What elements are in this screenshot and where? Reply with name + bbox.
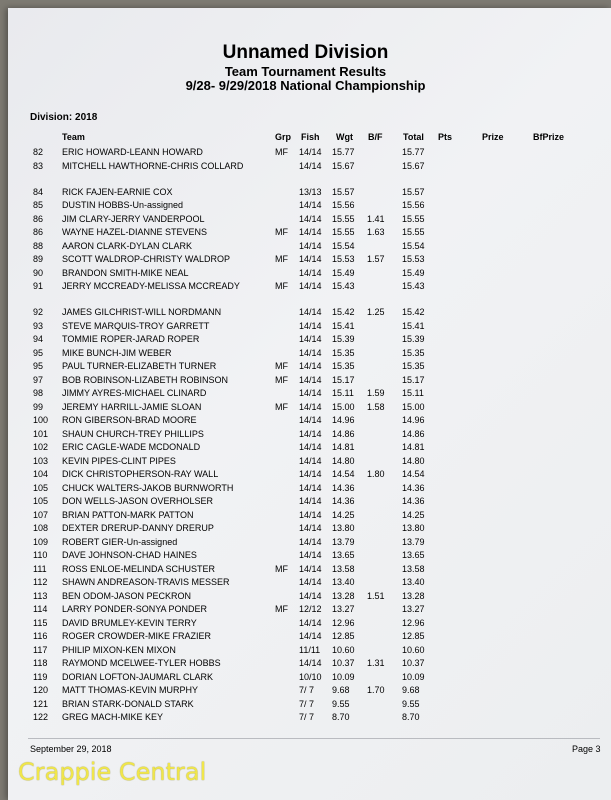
team-cell: GREG MACH-MIKE KEY — [62, 712, 164, 722]
weight-cell: 14.96 — [332, 415, 355, 425]
team-cell: BEN ODOM-JASON PECKRON — [62, 590, 192, 601]
weight-cell: 10.60 — [332, 644, 355, 655]
grp-cell: MF — [275, 147, 288, 157]
weight-cell: 12.96 — [332, 617, 355, 628]
weight-cell: 15.39 — [332, 334, 355, 344]
total-cell: 13.80 — [402, 523, 425, 533]
table-row — [0, 522, 611, 536]
rank-cell: 119 — [33, 671, 48, 682]
rank-cell: 95 — [33, 347, 44, 358]
total-cell: 9.55 — [402, 698, 420, 709]
rank-cell: 94 — [33, 334, 44, 344]
fish-cell: 14/14 — [299, 374, 322, 385]
rank-cell: 89 — [33, 254, 44, 264]
total-cell: 15.35 — [402, 347, 425, 358]
table-row — [0, 320, 611, 334]
weight-cell: 13.65 — [332, 550, 355, 560]
total-cell: 13.58 — [402, 563, 425, 574]
rank-cell: 115 — [33, 617, 48, 628]
team-cell: RICK FAJEN-EARNIE COX — [62, 186, 173, 197]
team-cell: JEREMY HARRILL-JAMIE SLOAN — [62, 401, 202, 412]
fish-cell: 14/14 — [299, 401, 322, 412]
weight-cell: 14.36 — [332, 496, 355, 506]
fish-cell: 14/14 — [299, 563, 322, 574]
table-header — [0, 132, 611, 144]
table-row — [0, 549, 611, 563]
team-cell: PAUL TURNER-ELIZABETH TURNER — [62, 361, 217, 371]
col-team-header: Team — [62, 132, 85, 142]
rank-cell: 109 — [33, 536, 49, 547]
fish-cell: 14/14 — [299, 361, 322, 371]
total-cell: 10.09 — [402, 671, 425, 682]
fish-cell: 11/11 — [299, 644, 321, 655]
fish-cell: 7/ 7 — [299, 712, 315, 722]
col-wgt-header: Wgt — [336, 132, 353, 142]
table-row — [0, 199, 611, 213]
col-prize-header: Prize — [482, 132, 504, 142]
rank-cell: 108 — [33, 523, 49, 533]
rank-cell: 95 — [33, 361, 44, 371]
table-row — [0, 630, 611, 644]
team-cell: DON WELLS-JASON OVERHOLSER — [62, 496, 214, 506]
team-cell: KEVIN PIPES-CLINT PIPES — [62, 455, 176, 466]
rank-cell: 114 — [33, 604, 48, 614]
table-row — [0, 414, 611, 428]
fish-cell: 14/14 — [299, 240, 322, 251]
total-cell: 8.70 — [402, 712, 420, 722]
total-cell: 15.67 — [402, 160, 425, 171]
team-cell: DORIAN LOFTON-JAUMARL CLARK — [62, 671, 214, 682]
fish-cell: 14/14 — [299, 334, 322, 344]
rank-cell: 102 — [33, 442, 49, 452]
total-cell: 12.85 — [402, 631, 425, 641]
rank-cell: 90 — [33, 267, 44, 278]
fish-cell: 14/14 — [299, 442, 322, 452]
rank-cell: 91 — [33, 281, 44, 291]
big-fish-cell: 1.51 — [367, 590, 385, 601]
weight-cell: 13.40 — [332, 577, 355, 587]
total-cell: 15.17 — [402, 374, 425, 385]
team-cell: JERRY MCCREADY-MELISSA MCCREADY — [62, 281, 240, 291]
weight-cell: 15.57 — [332, 186, 355, 197]
table-row — [0, 253, 611, 267]
team-cell: MITCHELL HAWTHORNE-CHRIS COLLARD — [62, 160, 244, 171]
fish-cell: 14/14 — [299, 213, 322, 224]
fish-cell: 14/14 — [299, 509, 322, 520]
table-row — [0, 482, 611, 496]
total-cell: 13.40 — [402, 577, 425, 587]
team-cell: DICK CHRISTOPHERSON-RAY WALL — [62, 469, 219, 479]
fish-cell: 7/ 7 — [299, 698, 315, 709]
weight-cell: 10.37 — [332, 658, 355, 668]
total-cell: 10.37 — [402, 658, 425, 668]
grp-cell: MF — [275, 604, 288, 614]
team-cell: PHILIP MIXON-KEN MIXON — [62, 644, 176, 655]
rank-cell: 88 — [33, 240, 44, 251]
rank-cell: 103 — [33, 455, 49, 466]
table-row — [0, 374, 611, 388]
weight-cell: 13.58 — [332, 563, 355, 574]
grp-cell: MF — [275, 401, 288, 412]
weight-cell: 15.54 — [332, 240, 355, 251]
fish-cell: 14/14 — [299, 496, 322, 506]
grp-cell: MF — [275, 254, 288, 264]
total-cell: 14.25 — [402, 509, 425, 520]
fish-cell: 13/13 — [299, 186, 322, 197]
watermark: Crappie Central — [18, 758, 207, 786]
rank-cell: 98 — [33, 388, 44, 398]
total-cell: 14.81 — [402, 442, 425, 452]
fish-cell: 14/14 — [299, 428, 322, 439]
total-cell: 14.36 — [402, 496, 425, 506]
rank-cell: 99 — [33, 401, 44, 412]
fish-cell: 14/14 — [299, 536, 322, 547]
big-fish-cell: 1.80 — [367, 469, 385, 479]
team-cell: ROSS ENLOE-MELINDA SCHUSTER — [62, 563, 216, 574]
table-row — [0, 213, 611, 227]
fish-cell: 14/14 — [299, 658, 322, 668]
weight-cell: 14.36 — [332, 482, 355, 493]
weight-cell: 15.49 — [332, 267, 355, 278]
rank-cell: 86 — [33, 227, 44, 237]
team-cell: WAYNE HAZEL-DIANNE STEVENS — [62, 227, 208, 237]
table-row — [0, 387, 611, 401]
team-cell: ROGER CROWDER-MIKE FRAZIER — [62, 631, 212, 641]
total-cell: 15.54 — [402, 240, 425, 251]
fish-cell: 14/14 — [299, 415, 322, 425]
weight-cell: 14.54 — [332, 469, 355, 479]
rank-cell: 92 — [33, 307, 44, 317]
rank-cell: 85 — [33, 200, 44, 210]
team-cell: SHAUN CHURCH-TREY PHILLIPS — [62, 428, 204, 439]
weight-cell: 15.35 — [332, 347, 355, 358]
team-cell: CHUCK WALTERS-JAKOB BURNWORTH — [62, 482, 234, 493]
weight-cell: 13.79 — [332, 536, 355, 547]
table-row — [0, 698, 611, 712]
total-cell: 13.65 — [402, 550, 425, 560]
fish-cell: 14/14 — [299, 550, 322, 560]
table-row — [0, 146, 611, 160]
table-row — [0, 306, 611, 320]
rank-cell: 107 — [33, 509, 49, 520]
rank-cell: 97 — [33, 374, 44, 385]
table-row — [0, 428, 611, 442]
weight-cell: 15.11 — [332, 388, 354, 398]
weight-cell: 15.42 — [332, 307, 355, 317]
rank-cell: 101 — [33, 428, 49, 439]
rank-cell: 116 — [33, 631, 48, 641]
team-cell: DEXTER DRERUP-DANNY DRERUP — [62, 523, 214, 533]
rank-cell: 84 — [33, 186, 44, 197]
total-cell: 14.36 — [402, 482, 425, 493]
big-fish-cell: 1.25 — [367, 307, 385, 317]
big-fish-cell: 1.58 — [367, 401, 385, 412]
rank-cell: 113 — [33, 590, 48, 601]
team-cell: ERIC HOWARD-LEANN HOWARD — [62, 147, 203, 157]
rank-cell: 104 — [33, 469, 49, 479]
team-cell: BRIAN PATTON-MARK PATTON — [62, 509, 194, 520]
fish-cell: 14/14 — [299, 200, 322, 210]
page-title: Unnamed Division — [222, 42, 389, 63]
weight-cell: 9.55 — [332, 698, 350, 709]
team-cell: LARRY PONDER-SONYA PONDER — [62, 604, 208, 614]
team-cell: JAMES GILCHRIST-WILL NORDMANN — [62, 307, 222, 317]
team-cell: BRANDON SMITH-MIKE NEAL — [62, 267, 189, 278]
table-row — [0, 644, 611, 658]
total-cell: 12.96 — [402, 617, 425, 628]
footer-divider — [28, 738, 600, 739]
rank-cell: 111 — [33, 563, 47, 574]
table-row — [0, 441, 611, 455]
total-cell: 15.35 — [402, 361, 425, 371]
table-row — [0, 186, 611, 200]
fish-cell: 14/14 — [299, 482, 322, 493]
footer-date: September 29, 2018 — [30, 744, 112, 754]
big-fish-cell: 1.57 — [367, 254, 385, 264]
team-cell: BOB ROBINSON-LIZABETH ROBINSON — [62, 374, 229, 385]
weight-cell: 15.43 — [332, 281, 355, 291]
team-cell: JIM CLARY-JERRY VANDERPOOL — [62, 213, 205, 224]
rank-cell: 93 — [33, 320, 44, 331]
total-cell: 15.49 — [402, 267, 425, 278]
page-number: Page 3 — [572, 744, 601, 754]
fish-cell: 14/14 — [299, 227, 322, 237]
rank-cell: 105 — [33, 482, 49, 493]
team-cell: AARON CLARK-DYLAN CLARK — [62, 240, 193, 251]
rank-cell: 121 — [33, 698, 49, 709]
fish-cell: 10/10 — [299, 671, 322, 682]
fish-cell: 14/14 — [299, 347, 322, 358]
rank-cell: 117 — [33, 644, 48, 655]
table-row — [0, 240, 611, 254]
grp-cell: MF — [275, 227, 288, 237]
weight-cell: 15.53 — [332, 254, 355, 264]
team-cell: DAVID BRUMLEY-KEVIN TERRY — [62, 617, 197, 628]
total-cell: 14.54 — [402, 469, 425, 479]
col-bf-header: B/F — [368, 132, 383, 142]
team-cell: SHAWN ANDREASON-TRAVIS MESSER — [62, 577, 230, 587]
total-cell: 9.68 — [402, 685, 420, 695]
fish-cell: 14/14 — [299, 281, 322, 291]
rank-cell: 100 — [33, 415, 49, 425]
table-row — [0, 563, 611, 577]
team-cell: MATT THOMAS-KEVIN MURPHY — [62, 685, 199, 695]
table-row — [0, 536, 611, 550]
total-cell: 13.79 — [402, 536, 425, 547]
weight-cell: 15.67 — [332, 160, 355, 171]
table-row — [0, 267, 611, 281]
fish-cell: 14/14 — [299, 617, 322, 628]
weight-cell: 15.56 — [332, 200, 355, 210]
weight-cell: 15.77 — [332, 147, 355, 157]
fish-cell: 14/14 — [299, 307, 322, 317]
total-cell: 15.43 — [402, 281, 425, 291]
total-cell: 14.80 — [402, 455, 425, 466]
results-table — [0, 146, 611, 725]
fish-cell: 14/14 — [299, 254, 322, 264]
team-cell: BRIAN STARK-DONALD STARK — [62, 698, 194, 709]
fish-cell: 12/12 — [299, 604, 322, 614]
weight-cell: 15.00 — [332, 401, 355, 412]
rank-cell: 122 — [33, 712, 49, 722]
table-row — [0, 333, 611, 347]
rank-cell: 118 — [33, 658, 48, 668]
table-row — [0, 590, 611, 604]
weight-cell: 15.55 — [332, 227, 355, 237]
weight-cell: 9.68 — [332, 685, 350, 695]
grp-cell: MF — [275, 281, 288, 291]
total-cell: 14.86 — [402, 428, 425, 439]
weight-cell: 14.86 — [332, 428, 355, 439]
big-fish-cell: 1.41 — [367, 213, 385, 224]
rank-cell: 83 — [33, 160, 44, 171]
total-cell: 10.60 — [402, 644, 425, 655]
fish-cell: 14/14 — [299, 320, 322, 331]
table-row — [0, 684, 611, 698]
weight-cell: 14.25 — [332, 509, 355, 520]
fish-cell: 14/14 — [299, 590, 322, 601]
total-cell: 15.53 — [402, 254, 425, 264]
team-cell: ROBERT GIER-Un-assigned — [62, 536, 178, 547]
col-bfprize-header: BfPrize — [533, 132, 565, 142]
team-cell: STEVE MARQUIS-TROY GARRETT — [62, 320, 210, 331]
total-cell: 15.00 — [402, 401, 425, 412]
total-cell: 15.57 — [402, 186, 425, 197]
col-total-header: Total — [403, 132, 424, 142]
event-title: 9/28- 9/29/2018 National Championship — [185, 78, 426, 93]
weight-cell: 13.80 — [332, 523, 355, 533]
table-row — [0, 495, 611, 509]
table-row — [0, 671, 611, 685]
table-row — [0, 280, 611, 306]
fish-cell: 14/14 — [299, 455, 322, 466]
table-row — [0, 711, 611, 725]
team-cell: ERIC CAGLE-WADE MCDONALD — [62, 442, 201, 452]
big-fish-cell: 1.59 — [367, 388, 385, 398]
rank-cell: 82 — [33, 147, 44, 157]
fish-cell: 14/14 — [299, 523, 322, 533]
weight-cell: 15.35 — [332, 361, 355, 371]
grp-cell: MF — [275, 374, 288, 385]
big-fish-cell: 1.63 — [367, 227, 385, 237]
total-cell: 15.55 — [402, 213, 425, 224]
fish-cell: 7/ 7 — [299, 685, 315, 695]
weight-cell: 15.55 — [332, 213, 355, 224]
table-row — [0, 401, 611, 415]
total-cell: 15.56 — [402, 200, 425, 210]
grp-cell: MF — [275, 563, 288, 574]
col-pts-header: Pts — [438, 132, 453, 142]
team-cell: MIKE BUNCH-JIM WEBER — [62, 347, 172, 358]
weight-cell: 15.41 — [332, 320, 355, 331]
weight-cell: 14.80 — [332, 455, 355, 466]
table-row — [0, 657, 611, 671]
total-cell: 15.55 — [402, 227, 425, 237]
col-fish-header: Fish — [301, 132, 320, 142]
team-cell: RAYMOND MCELWEE-TYLER HOBBS — [62, 658, 221, 668]
division-label: Division: 2018 — [30, 112, 98, 123]
total-cell: 15.11 — [402, 388, 424, 398]
rank-cell: 120 — [33, 685, 49, 695]
team-cell: RON GIBERSON-BRAD MOORE — [62, 415, 197, 425]
rank-cell: 86 — [33, 213, 44, 224]
weight-cell: 15.17 — [332, 374, 355, 385]
table-row — [0, 617, 611, 631]
weight-cell: 14.81 — [332, 442, 355, 452]
fish-cell: 14/14 — [299, 577, 322, 587]
total-cell: 15.39 — [402, 334, 425, 344]
fish-cell: 14/14 — [299, 469, 322, 479]
team-cell: DUSTIN HOBBS-Un-assigned — [62, 200, 184, 210]
team-cell: SCOTT WALDROP-CHRISTY WALDROP — [62, 254, 231, 264]
fish-cell: 14/14 — [299, 388, 322, 398]
rank-cell: 112 — [33, 577, 48, 587]
weight-cell: 8.70 — [332, 712, 350, 722]
page-subtitle: Team Tournament Results — [224, 64, 387, 79]
team-cell: TOMMIE ROPER-JARAD ROPER — [62, 334, 200, 344]
fish-cell: 14/14 — [299, 631, 322, 641]
rank-cell: 105 — [33, 496, 49, 506]
total-cell: 15.41 — [402, 320, 425, 331]
rank-cell: 110 — [33, 550, 48, 560]
table-row — [0, 360, 611, 374]
total-cell: 15.77 — [402, 147, 425, 157]
total-cell: 13.27 — [402, 604, 425, 614]
col-grp-header: Grp — [275, 132, 292, 142]
table-row — [0, 455, 611, 469]
table-row — [0, 226, 611, 240]
table-row — [0, 603, 611, 617]
team-cell: DAVE JOHNSON-CHAD HAINES — [62, 550, 197, 560]
total-cell: 13.28 — [402, 590, 425, 601]
total-cell: 14.96 — [402, 415, 425, 425]
big-fish-cell: 1.70 — [367, 685, 385, 695]
fish-cell: 14/14 — [299, 160, 322, 171]
weight-cell: 10.09 — [332, 671, 355, 682]
fish-cell: 14/14 — [299, 147, 322, 157]
grp-cell: MF — [275, 361, 288, 371]
table-row — [0, 468, 611, 482]
table-row — [0, 576, 611, 590]
total-cell: 15.42 — [402, 307, 425, 317]
weight-cell: 13.28 — [332, 590, 355, 601]
table-row — [0, 160, 611, 186]
table-row — [0, 347, 611, 361]
table-row — [0, 509, 611, 523]
fish-cell: 14/14 — [299, 267, 322, 278]
team-cell: JIMMY AYRES-MICHAEL CLINARD — [62, 388, 207, 398]
weight-cell: 12.85 — [332, 631, 355, 641]
weight-cell: 13.27 — [332, 604, 355, 614]
big-fish-cell: 1.31 — [367, 658, 385, 668]
